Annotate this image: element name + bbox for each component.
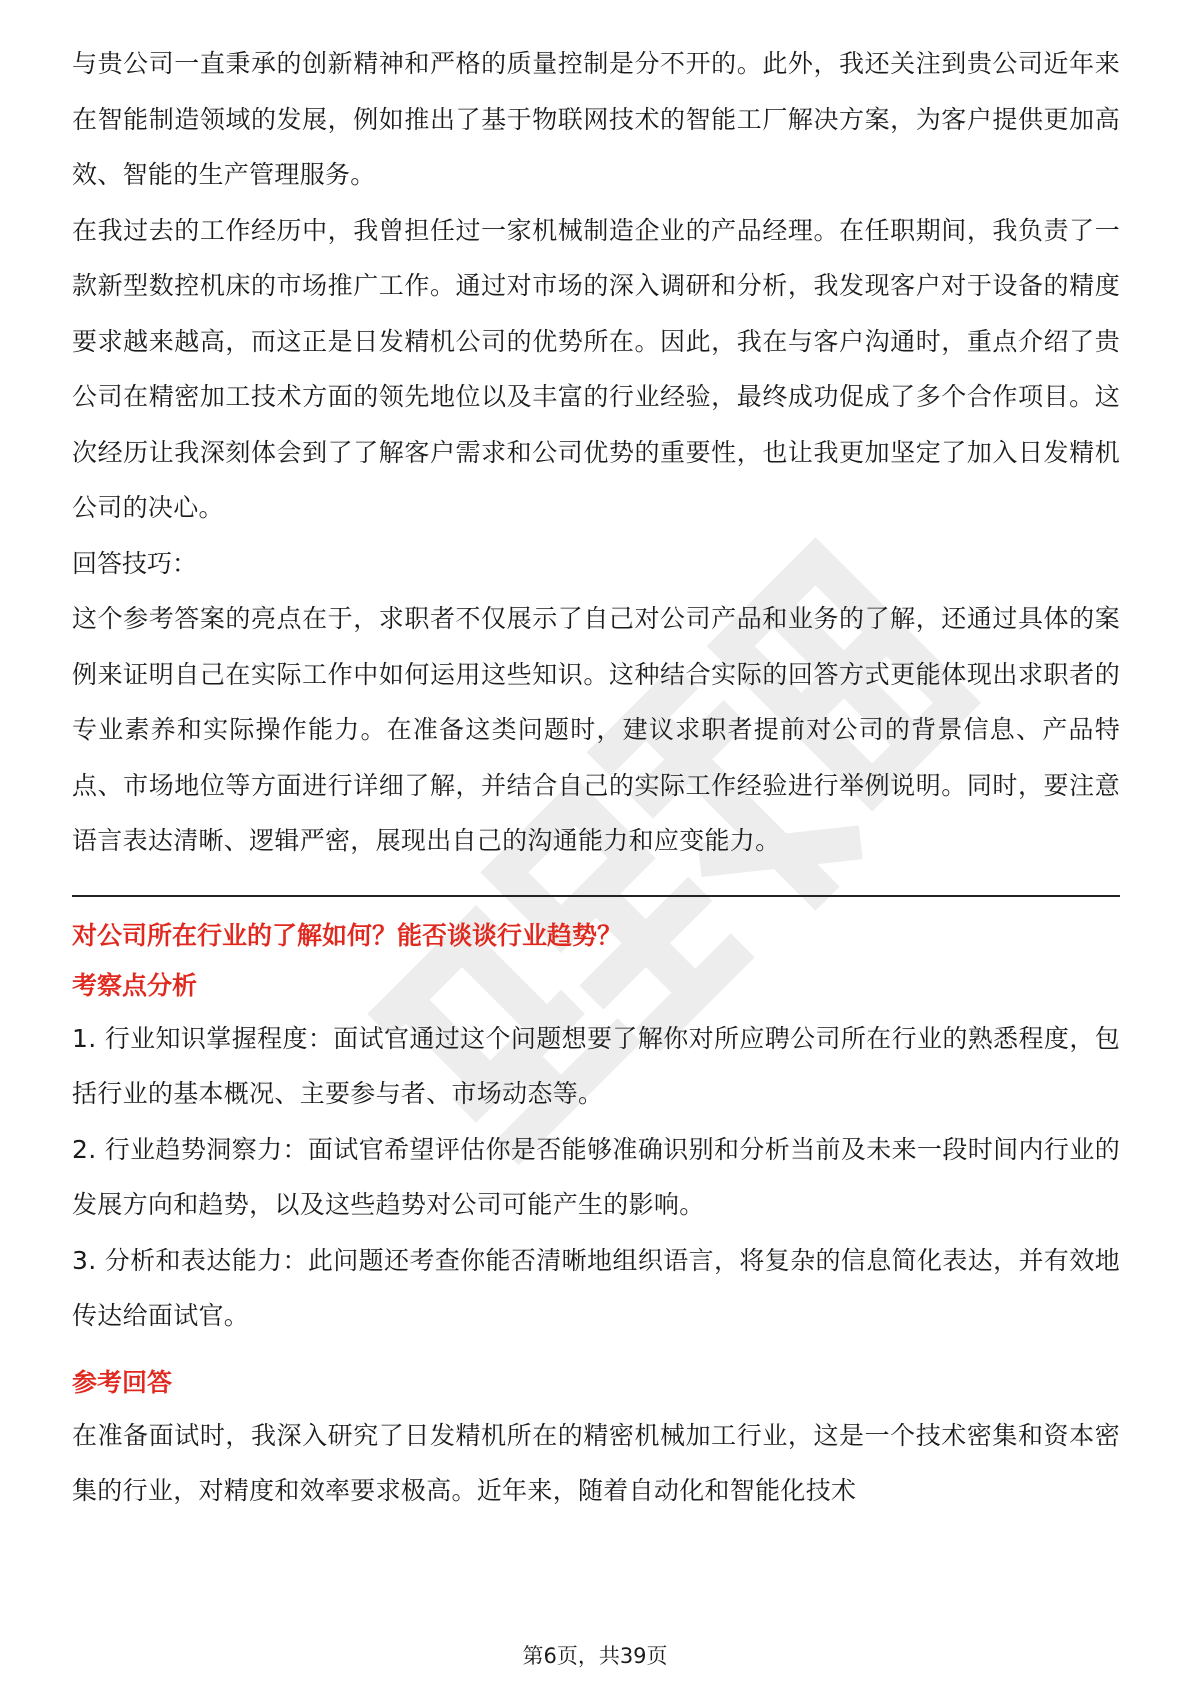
reference-paragraph: 在准备面试时，我深入研究了日发精机所在的精密机械加工行业，这是一个技术密集和资本密集的行业，对精度和效率要求极高。近年来，随着自动化和智能化技术	[72, 1420, 1120, 1505]
page-number-footer: 第6页，共39页	[522, 1644, 668, 1668]
tips-paragraph: 这个参考答案的亮点在于，求职者不仅展示了自己对公司产品和业务的了解，还通过具体的案例来证明自己在实际工作中如何运用这些知识。这种结合实际的回答方式更能体现出求职者的专业素养和实际操作能力。在准备这类问题时，建议求职者提前对公司的背景信息、产品特点、市场地位等方面进行详细了解，并结合自己的实际工作经验进行举例说明。同时，要注意语言表达清晰、逻辑严密，展现出自己的沟通能力和应变能力。	[72, 604, 1120, 855]
analysis-item-3: 3. 分析和表达能力：此问题还考查你能否清晰地组织语言，将复杂的信息简化表达，并有效地传达给面试官。	[72, 1245, 1120, 1330]
analysis-item-2: 2. 行业趋势洞察力：面试官希望评估你是否能够准确识别和分析当前及未来一段时间内行业的发展方向和趋势，以及这些趋势对公司可能产生的影响。	[72, 1134, 1120, 1219]
reference-heading: 参考回答	[72, 1367, 173, 1397]
intro-paragraph: 与贵公司一直秉承的创新精神和严格的质量控制是分不开的。此外，我还关注到贵公司近年来在智能制造领域的发展，例如推出了基于物联网技术的智能工厂解决方案，为客户提供更加高效、智能的生产管理服务。	[72, 49, 1120, 189]
tips-label: 回答技巧：	[72, 548, 198, 578]
question-title: 对公司所在行业的了解如何？能否谈谈行业趋势？	[72, 920, 623, 950]
analysis-item-1: 1. 行业知识掌握程度：面试官通过这个问题想要了解你对所应聘公司所在行业的熟悉程度，包括行业的基本概况、主要参与者、市场动态等。	[72, 1023, 1120, 1108]
section-divider	[72, 895, 1120, 897]
document-page	[72, 36, 1120, 1519]
analysis-heading: 考察点分析	[72, 970, 198, 1000]
experience-paragraph: 在我过去的工作经历中，我曾担任过一家机械制造企业的产品经理。在任职期间，我负责了一款新型数控机床的市场推广工作。通过对市场的深入调研和分析，我发现客户对于设备的精度要求越来越高，而这正是日发精机公司的优势所在。因此，我在与客户沟通时，重点介绍了贵公司在精密加工技术方面的领先地位以及丰富的行业经验，最终成功促成了多个合作项目。这次经历让我深刻体会到了了解客户需求和公司优势的重要性，也让我更加坚定了加入日发精机公司的决心。	[72, 215, 1120, 522]
